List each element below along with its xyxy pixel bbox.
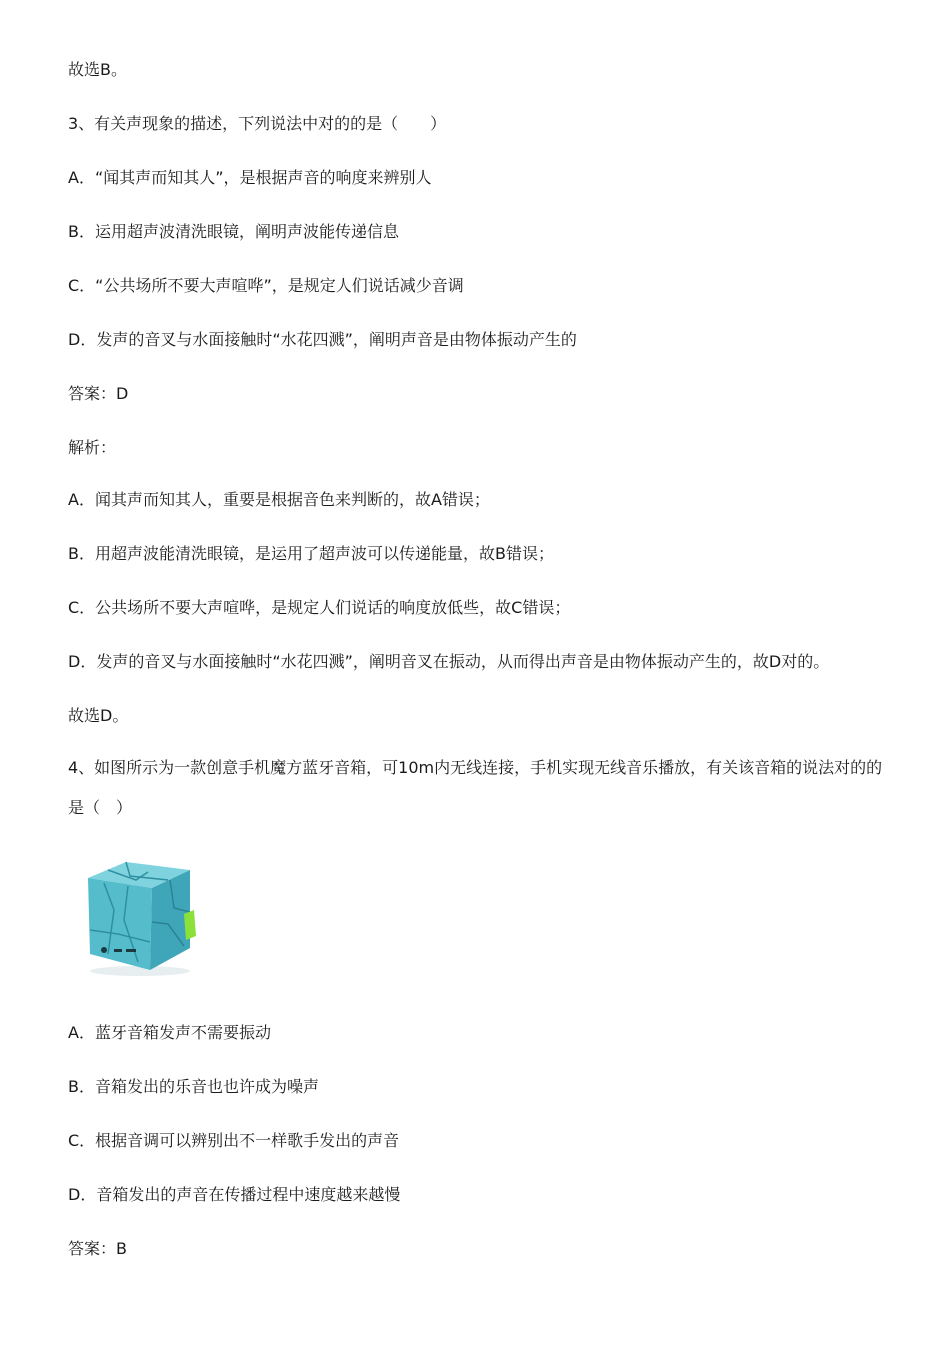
question-3-analysis-label: 解析： — [68, 438, 117, 457]
cube-speaker-image — [78, 850, 202, 978]
question-3-answer: 答案：D — [68, 384, 129, 403]
question-4-option-d: D．音箱发出的声音在传播过程中速度越来越慢 — [68, 1185, 401, 1204]
question-3-option-a: A．“闻其声而知其人”，是根据声音的响度来辨别人 — [68, 168, 432, 187]
previous-conclusion: 故选B。 — [68, 60, 127, 79]
question-4-stem: 4、如图所示为一款创意手机魔方蓝牙音箱，可10m内无线连接，手机实现无线音乐播放，有关该音箱的说法对的的是（ ） — [68, 758, 883, 817]
question-3-analysis-c: C．公共场所不要大声喧哗，是规定人们说话的响度放低些，故C错误； — [68, 598, 571, 617]
question-3-analysis-d: D．发声的音叉与水面接触时“水花四溅”，阐明音叉在振动，从而得出声音是由物体振动产生的，故D对的。 — [68, 652, 830, 671]
question-3-option-c: C．“公共场所不要大声喧哗”，是规定人们说话减少音调 — [68, 276, 464, 295]
question-4-answer: 答案：B — [68, 1239, 127, 1258]
question-3-stem: 3、有关声现象的描述，下列说法中对的的是（ ） — [68, 114, 447, 133]
question-3-option-d: D．发声的音叉与水面接触时“水花四溅”，阐明声音是由物体振动产生的 — [68, 330, 577, 349]
question-3-conclusion: 故选D。 — [68, 706, 129, 725]
question-4-option-b: B．音箱发出的乐音也也许成为噪声 — [68, 1077, 319, 1096]
question-4-option-c: C．根据音调可以辨别出不一样歌手发出的声音 — [68, 1131, 400, 1150]
question-3-option-b: B．运用超声波清洗眼镜，阐明声波能传递信息 — [68, 222, 399, 241]
question-3-analysis-b: B．用超声波能清洗眼镜，是运用了超声波可以传递能量，故B错误； — [68, 544, 554, 563]
cube-speaker-icon — [78, 850, 202, 978]
question-3-analysis-a: A．闻其声而知其人，重要是根据音色来判断的，故A错误； — [68, 490, 490, 509]
question-4-option-a: A．蓝牙音箱发声不需要振动 — [68, 1023, 271, 1042]
